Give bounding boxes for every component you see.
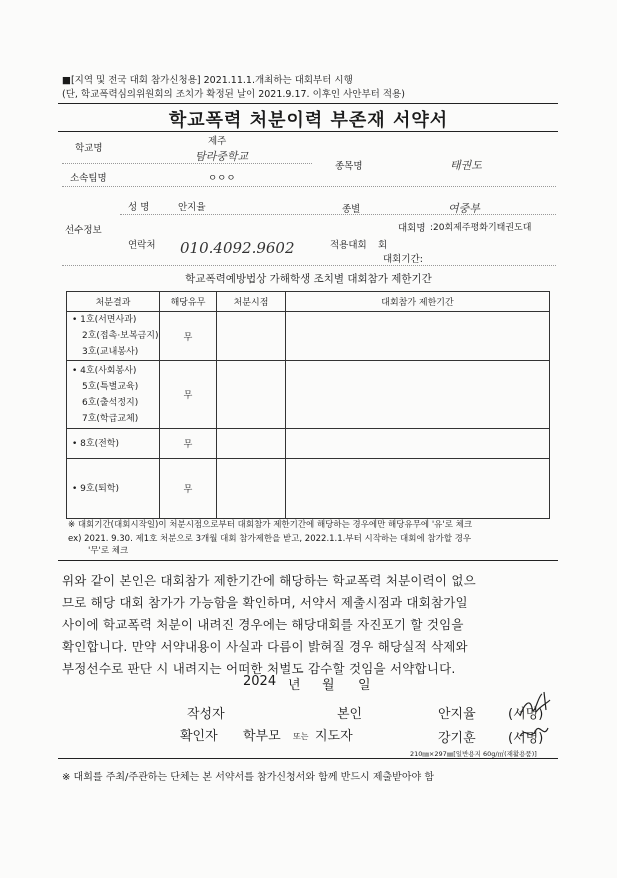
sanction-item: 3호(교내봉사) (82, 347, 139, 357)
count-label: 회 (378, 240, 388, 251)
header-line-2: (단, 학교폭력심의위원회의 조치가 확정된 날이 2021.9.17. 이후인 사안부터 적용) (62, 89, 405, 100)
body-line-4: 확인합니다. 만약 서약내용이 사실과 다름이 밝혀질 경우 해당실적 삭제와 (62, 639, 468, 654)
applied-label: 적용대회 (330, 240, 367, 251)
contact-value: 010.4092.9602 (180, 239, 295, 257)
confirmer-label: 확인자 (180, 729, 218, 744)
guide-name: 강기훈 (438, 731, 476, 746)
header-line-1: ■[지역 및 전국 대회 참가신청용] 2021.11.1.개최하는 대회부터 시행 (62, 75, 353, 86)
page-title: 학교폭력 처분이력 부존재 서약서 (168, 110, 449, 131)
meet-period-label: 대회기간: (383, 254, 423, 265)
sanction-item: • 9호(퇴학) (72, 483, 120, 494)
name-label: 성 명 (128, 202, 150, 213)
meet-name-value: :20회제주평화기태권도대 (430, 223, 532, 233)
name-value: 안지율 (178, 202, 206, 213)
period-cell[interactable] (286, 312, 550, 361)
writer-name: 안지율 (438, 707, 476, 722)
note-line-2: ex) 2021. 9.30. 제1호 처분으로 3개월 대회 참가제한을 받고, 2022.1.1.부터 시작하는 대회에 참가할 경우 (68, 534, 472, 544)
guide-signature-icon (516, 722, 550, 744)
date-year: 2024 (243, 674, 277, 689)
team-value: ㅇㅇㅇ (208, 173, 236, 184)
col-header-period: 대회참가 제한기간 (286, 292, 550, 312)
body-line-3: 사이에 학교폭력 처분이 내려진 경우에는 해당대회를 자진포기 할 것임을 (62, 617, 464, 632)
name-divider (120, 214, 556, 215)
time-cell[interactable] (217, 459, 286, 519)
sanction-category (67, 459, 160, 519)
date-day-label: 일 (358, 678, 371, 693)
team-divider (62, 186, 556, 187)
team-label: 소속팀명 (70, 173, 107, 184)
time-cell[interactable] (217, 429, 286, 459)
category-value: 여중부 (448, 202, 480, 215)
body-line-2: 므로 해당 대회 참가가 가능함을 확인하며, 서약서 제출시점과 대회참가일 (62, 595, 468, 610)
sanction-item: • 1호(서면사과) (72, 315, 137, 325)
footnote: ※ 대회를 주최/주관하는 단체는 본 서약서를 참가신청서와 함께 반드시 제출받아야 함 (62, 772, 434, 783)
school-value: 탐라중학교 (195, 150, 249, 163)
time-cell[interactable] (217, 361, 286, 429)
footer-rule (58, 758, 558, 759)
applicable-cell[interactable]: 무 (160, 429, 217, 459)
col-header-result: 처분결과 (67, 292, 160, 312)
player-info-label: 선수정보 (65, 225, 102, 236)
sanction-item: 5호(특별교육) (82, 381, 139, 392)
col-header-time: 처분시점 (217, 292, 286, 312)
table-row (67, 429, 550, 459)
event-label: 종목명 (335, 161, 363, 172)
meet-name-label: 대회명 (398, 223, 426, 234)
contact-divider (62, 265, 556, 266)
sanction-item: • 8호(전학) (72, 438, 120, 449)
guide-seal: (서명) (508, 731, 544, 746)
period-cell[interactable] (286, 361, 550, 429)
sanction-item: 2호(접촉·보복금지) (82, 331, 159, 341)
time-cell[interactable] (217, 312, 286, 361)
sanction-category (67, 312, 160, 361)
sanction-table (66, 291, 550, 519)
paper-spec: 210㎜×297㎜[일반용지 60g/㎡(재활용품)] (410, 750, 537, 758)
body-rule (58, 560, 558, 561)
or-label: 또는 (293, 732, 309, 741)
sanction-category (67, 429, 160, 459)
body-line-5: 부정선수로 판단 시 내려지는 어떠한 처벌도 감수할 것임을 서약합니다. (62, 661, 456, 676)
sanction-item: • 4호(사회봉사) (72, 365, 137, 376)
sanction-item: 6호(출석정지) (82, 397, 139, 408)
title-rule-bottom (58, 131, 558, 132)
contact-label: 연락처 (128, 240, 156, 251)
school-region: 제주 (208, 136, 227, 147)
applicable-cell[interactable]: 무 (160, 312, 217, 361)
school-divider (62, 163, 312, 164)
table-row (67, 361, 550, 429)
period-cell[interactable] (286, 459, 550, 519)
sanction-category (67, 361, 160, 429)
note-line-1: ※ 대회기간(대회시작일)이 처분시점으로부터 대회참가 제한기간에 해당하는 경우에만 해당유무에 '유'로 체크 (68, 520, 473, 530)
note-line-3: '무'로 체크 (88, 546, 129, 556)
category-label: 종별 (342, 204, 361, 215)
school-label: 학교명 (75, 143, 103, 154)
col-header-applicable: 해당유무 (160, 292, 217, 312)
guide-label: 지도자 (315, 729, 353, 744)
applicable-cell[interactable]: 무 (160, 361, 217, 429)
date-month-label: 월 (322, 678, 335, 693)
period-cell[interactable] (286, 429, 550, 459)
self-label: 본인 (337, 707, 363, 722)
parent-label: 학부모 (243, 729, 281, 744)
date-year-label: 년 (288, 678, 301, 693)
writer-seal: (서명) (508, 707, 544, 722)
writer-signature-icon (514, 690, 554, 724)
event-value: 태권도 (450, 159, 482, 172)
table-title: 학교폭력예방법상 가해학생 조치별 대회참가 제한기간 (185, 273, 432, 285)
body-line-1: 위와 같이 본인은 대회참가 제한기간에 해당하는 학교폭력 처분이력이 없으 (62, 573, 476, 588)
applicable-cell[interactable]: 무 (160, 459, 217, 519)
title-rule-top (58, 103, 558, 104)
table-row (67, 459, 550, 519)
sanction-item: 7호(학급교체) (82, 413, 139, 424)
table-row (67, 312, 550, 361)
writer-label: 작성자 (187, 707, 225, 722)
